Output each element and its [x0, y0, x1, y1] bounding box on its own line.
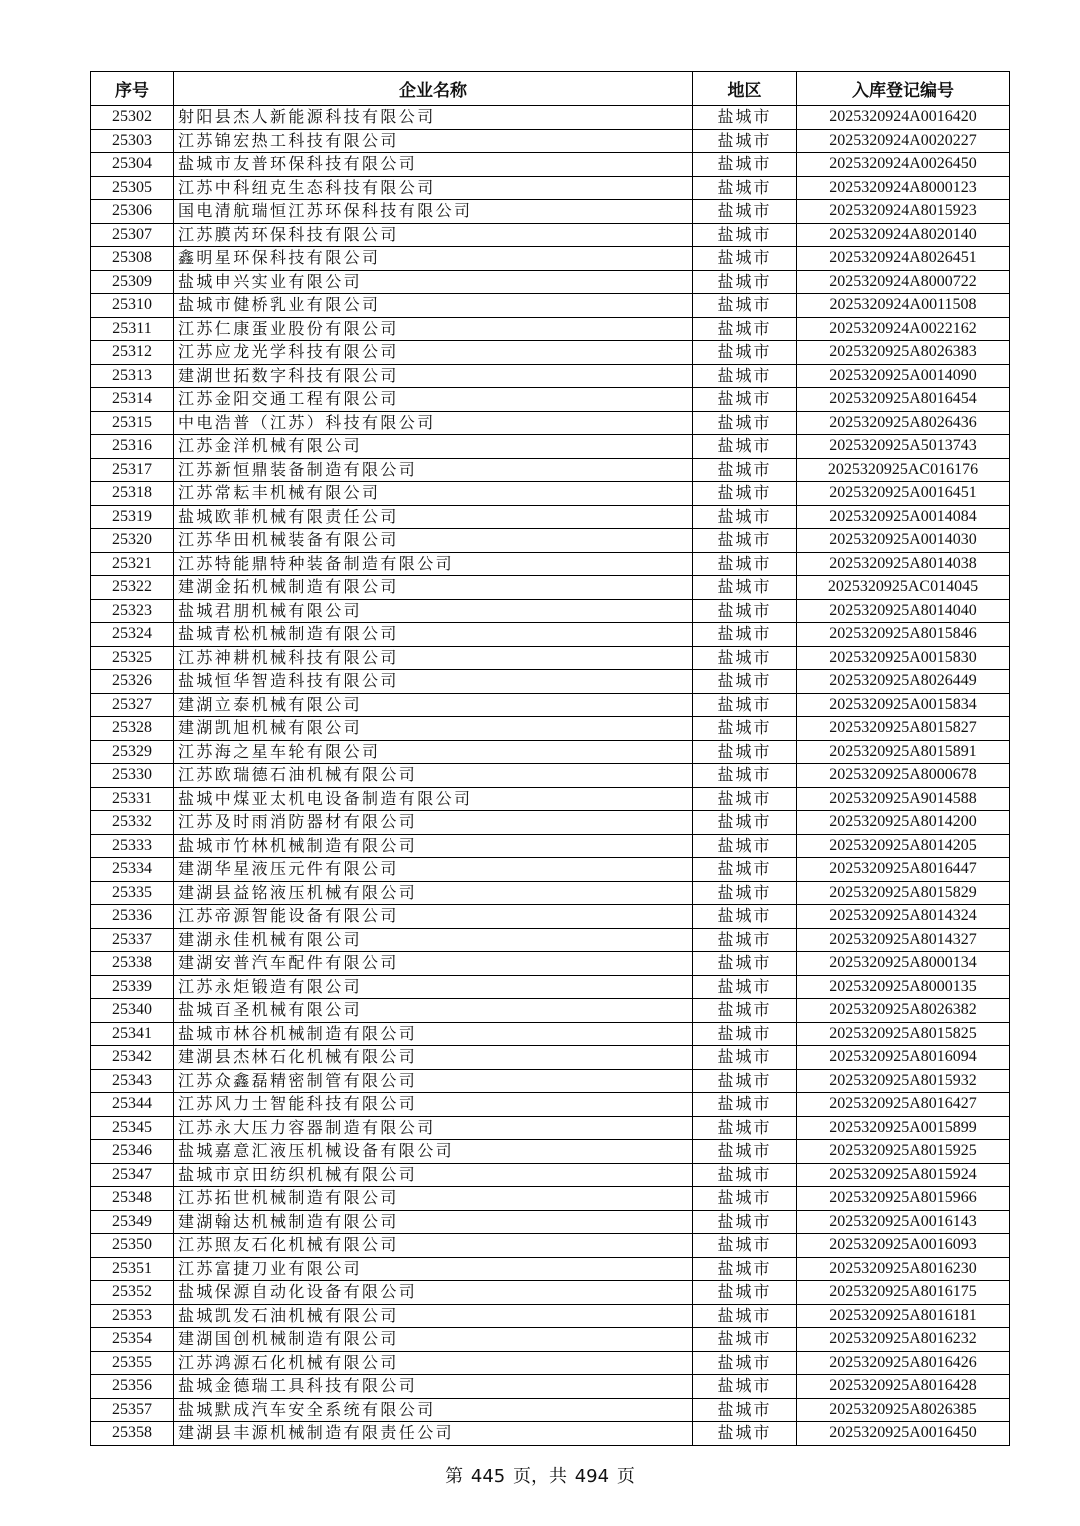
table-header-row: [91, 72, 1010, 106]
cell-registration-no: 2025320925A8014324: [797, 905, 1010, 929]
cell-company-name: 盐城中煤亚太机电设备制造有限公司: [174, 787, 693, 811]
cell-region: 盐城市: [693, 1093, 797, 1117]
cell-serial-no: 25316: [91, 435, 174, 459]
cell-region: 盐城市: [693, 1046, 797, 1070]
cell-serial-no: 25346: [91, 1140, 174, 1164]
cell-company-name: 江苏金阳交通工程有限公司: [174, 388, 693, 412]
cell-company-name: 江苏常耘丰机械有限公司: [174, 482, 693, 506]
cell-registration-no: 2025320925A0016143: [797, 1210, 1010, 1234]
table-row: [91, 623, 1010, 647]
cell-region: 盐城市: [693, 1422, 797, 1446]
cell-serial-no: 25329: [91, 740, 174, 764]
cell-registration-no: 2025320925A8015891: [797, 740, 1010, 764]
cell-registration-no: 2025320925A8015966: [797, 1187, 1010, 1211]
table-row: [91, 317, 1010, 341]
cell-registration-no: 2025320925A8015846: [797, 623, 1010, 647]
cell-registration-no: 2025320925A8016230: [797, 1257, 1010, 1281]
cell-region: 盐城市: [693, 975, 797, 999]
cell-company-name: 江苏中科纽克生态科技有限公司: [174, 176, 693, 200]
cell-serial-no: 25315: [91, 411, 174, 435]
cell-registration-no: 2025320925A8000135: [797, 975, 1010, 999]
cell-serial-no: 25305: [91, 176, 174, 200]
cell-company-name: 江苏神耕机械科技有限公司: [174, 646, 693, 670]
cell-region: 盐城市: [693, 1022, 797, 1046]
cell-company-name: 江苏仁康蛋业股份有限公司: [174, 317, 693, 341]
cell-company-name: 江苏鸿源石化机械有限公司: [174, 1351, 693, 1375]
cell-registration-no: 2025320925A8000678: [797, 764, 1010, 788]
cell-registration-no: 2025320925AC014045: [797, 576, 1010, 600]
table-row: [91, 505, 1010, 529]
cell-region: 盐城市: [693, 341, 797, 365]
header-region: 地区: [693, 72, 797, 106]
cell-registration-no: 2025320925A5013743: [797, 435, 1010, 459]
cell-company-name: 江苏欧瑞德石油机械有限公司: [174, 764, 693, 788]
cell-company-name: 国电清航瑞恒江苏环保科技有限公司: [174, 200, 693, 224]
table-row: [91, 858, 1010, 882]
table-row: [91, 1281, 1010, 1305]
table-row: [91, 1422, 1010, 1446]
cell-company-name: 江苏特能鼎特种装备制造有限公司: [174, 552, 693, 576]
table-row: [91, 458, 1010, 482]
table-row: [91, 1022, 1010, 1046]
cell-region: 盐城市: [693, 552, 797, 576]
cell-registration-no: 2025320925A8026385: [797, 1398, 1010, 1422]
cell-company-name: 江苏膜芮环保科技有限公司: [174, 223, 693, 247]
cell-registration-no: 2025320925A8016454: [797, 388, 1010, 412]
cell-company-name: 盐城市健桥乳业有限公司: [174, 294, 693, 318]
cell-company-name: 建湖县杰林石化机械有限公司: [174, 1046, 693, 1070]
table-row: [91, 1069, 1010, 1093]
cell-serial-no: 25308: [91, 247, 174, 271]
cell-company-name: 中电浩普（江苏）科技有限公司: [174, 411, 693, 435]
cell-company-name: 鑫明星环保科技有限公司: [174, 247, 693, 271]
cell-region: 盐城市: [693, 1140, 797, 1164]
table-row: [91, 247, 1010, 271]
cell-serial-no: 25324: [91, 623, 174, 647]
table-row: [91, 270, 1010, 294]
cell-region: 盐城市: [693, 364, 797, 388]
cell-serial-no: 25332: [91, 811, 174, 835]
footer-page-number: 445: [470, 1466, 506, 1487]
cell-region: 盐城市: [693, 693, 797, 717]
table-row: [91, 717, 1010, 741]
cell-serial-no: 25353: [91, 1304, 174, 1328]
cell-serial-no: 25343: [91, 1069, 174, 1093]
cell-serial-no: 25328: [91, 717, 174, 741]
cell-registration-no: 2025320925A8014040: [797, 599, 1010, 623]
table-row: [91, 411, 1010, 435]
cell-company-name: 盐城保源自动化设备有限公司: [174, 1281, 693, 1305]
cell-serial-no: 25319: [91, 505, 174, 529]
cell-serial-no: 25354: [91, 1328, 174, 1352]
cell-serial-no: 25357: [91, 1398, 174, 1422]
cell-region: 盐城市: [693, 1304, 797, 1328]
cell-serial-no: 25320: [91, 529, 174, 553]
cell-region: 盐城市: [693, 1187, 797, 1211]
cell-registration-no: 2025320924A8000722: [797, 270, 1010, 294]
cell-registration-no: 2025320925A8014200: [797, 811, 1010, 835]
cell-region: 盐城市: [693, 1375, 797, 1399]
cell-company-name: 建湖金拓机械制造有限公司: [174, 576, 693, 600]
cell-company-name: 建湖安普汽车配件有限公司: [174, 952, 693, 976]
header-registration-no: 入库登记编号: [797, 72, 1010, 106]
cell-serial-no: 25338: [91, 952, 174, 976]
table-row: [91, 1304, 1010, 1328]
cell-registration-no: 2025320925A8026436: [797, 411, 1010, 435]
cell-registration-no: 2025320925A8016175: [797, 1281, 1010, 1305]
cell-company-name: 江苏众鑫磊精密制管有限公司: [174, 1069, 693, 1093]
table-row: [91, 529, 1010, 553]
cell-registration-no: 2025320925A8016232: [797, 1328, 1010, 1352]
cell-region: 盐城市: [693, 623, 797, 647]
cell-registration-no: 2025320925AC016176: [797, 458, 1010, 482]
cell-serial-no: 25325: [91, 646, 174, 670]
table-row: [91, 1093, 1010, 1117]
cell-serial-no: 25341: [91, 1022, 174, 1046]
cell-registration-no: 2025320925A0016451: [797, 482, 1010, 506]
cell-region: 盐城市: [693, 1351, 797, 1375]
table-row: [91, 576, 1010, 600]
cell-registration-no: 2025320925A8026382: [797, 999, 1010, 1023]
cell-region: 盐城市: [693, 317, 797, 341]
cell-serial-no: 25331: [91, 787, 174, 811]
cell-region: 盐城市: [693, 740, 797, 764]
footer-mid: 页，共: [513, 1466, 567, 1487]
cell-serial-no: 25337: [91, 928, 174, 952]
cell-registration-no: 2025320924A0026450: [797, 153, 1010, 177]
cell-region: 盐城市: [693, 764, 797, 788]
cell-serial-no: 25348: [91, 1187, 174, 1211]
cell-serial-no: 25311: [91, 317, 174, 341]
cell-region: 盐城市: [693, 881, 797, 905]
cell-region: 盐城市: [693, 153, 797, 177]
table-row: [91, 670, 1010, 694]
cell-registration-no: 2025320925A0014030: [797, 529, 1010, 553]
cell-registration-no: 2025320925A9014588: [797, 787, 1010, 811]
cell-company-name: 盐城市友普环保科技有限公司: [174, 153, 693, 177]
table-row: [91, 1140, 1010, 1164]
table-row: [91, 646, 1010, 670]
cell-registration-no: 2025320925A8015827: [797, 717, 1010, 741]
cell-company-name: 盐城金德瑞工具科技有限公司: [174, 1375, 693, 1399]
cell-company-name: 建湖县益铭液压机械有限公司: [174, 881, 693, 905]
cell-registration-no: 2025320924A0022162: [797, 317, 1010, 341]
cell-company-name: 建湖国创机械制造有限公司: [174, 1328, 693, 1352]
cell-company-name: 江苏照友石化机械有限公司: [174, 1234, 693, 1258]
table-row: [91, 881, 1010, 905]
cell-region: 盐城市: [693, 294, 797, 318]
footer-suffix: 页: [616, 1466, 635, 1487]
cell-region: 盐城市: [693, 999, 797, 1023]
table-row: [91, 952, 1010, 976]
cell-serial-no: 25304: [91, 153, 174, 177]
cell-registration-no: 2025320925A8016426: [797, 1351, 1010, 1375]
cell-registration-no: 2025320925A8015925: [797, 1140, 1010, 1164]
cell-region: 盐城市: [693, 388, 797, 412]
table-row: [91, 811, 1010, 835]
cell-region: 盐城市: [693, 176, 797, 200]
cell-registration-no: 2025320925A0014084: [797, 505, 1010, 529]
table-row: [91, 693, 1010, 717]
cell-region: 盐城市: [693, 270, 797, 294]
table-row: [91, 905, 1010, 929]
cell-company-name: 江苏风力士智能科技有限公司: [174, 1093, 693, 1117]
table-row: [91, 482, 1010, 506]
cell-registration-no: 2025320924A0020227: [797, 129, 1010, 153]
table-row: [91, 1210, 1010, 1234]
cell-company-name: 江苏拓世机械制造有限公司: [174, 1187, 693, 1211]
cell-registration-no: 2025320925A8026383: [797, 341, 1010, 365]
cell-registration-no: 2025320925A8016428: [797, 1375, 1010, 1399]
cell-serial-no: 25322: [91, 576, 174, 600]
table-row: [91, 223, 1010, 247]
cell-region: 盐城市: [693, 458, 797, 482]
cell-region: 盐城市: [693, 905, 797, 929]
cell-region: 盐城市: [693, 1281, 797, 1305]
cell-company-name: 盐城嘉意汇液压机械设备有限公司: [174, 1140, 693, 1164]
table-row: [91, 787, 1010, 811]
table-row: [91, 1187, 1010, 1211]
cell-region: 盐城市: [693, 928, 797, 952]
table-body: [91, 106, 1010, 1446]
cell-company-name: 盐城市林谷机械制造有限公司: [174, 1022, 693, 1046]
cell-registration-no: 2025320925A8014205: [797, 834, 1010, 858]
header-serial-no: 序号: [91, 72, 174, 106]
cell-serial-no: 25302: [91, 106, 174, 130]
cell-region: 盐城市: [693, 247, 797, 271]
cell-registration-no: 2025320925A8016181: [797, 1304, 1010, 1328]
cell-region: 盐城市: [693, 482, 797, 506]
cell-serial-no: 25307: [91, 223, 174, 247]
table-row: [91, 764, 1010, 788]
cell-company-name: 建湖立泰机械有限公司: [174, 693, 693, 717]
cell-company-name: 盐城申兴实业有限公司: [174, 270, 693, 294]
cell-serial-no: 25351: [91, 1257, 174, 1281]
cell-company-name: 盐城默成汽车安全系统有限公司: [174, 1398, 693, 1422]
table-row: [91, 364, 1010, 388]
table-row: [91, 153, 1010, 177]
cell-registration-no: 2025320924A8020140: [797, 223, 1010, 247]
cell-company-name: 江苏永炬锻造有限公司: [174, 975, 693, 999]
cell-company-name: 江苏富捷刀业有限公司: [174, 1257, 693, 1281]
cell-region: 盐城市: [693, 576, 797, 600]
cell-registration-no: 2025320924A0016420: [797, 106, 1010, 130]
cell-registration-no: 2025320925A8015825: [797, 1022, 1010, 1046]
cell-company-name: 建湖凯旭机械有限公司: [174, 717, 693, 741]
table-row: [91, 1046, 1010, 1070]
cell-company-name: 盐城市京田纺织机械有限公司: [174, 1163, 693, 1187]
table-row: [91, 129, 1010, 153]
cell-registration-no: 2025320924A8015923: [797, 200, 1010, 224]
cell-registration-no: 2025320925A0015830: [797, 646, 1010, 670]
table-row: [91, 1163, 1010, 1187]
cell-region: 盐城市: [693, 435, 797, 459]
enterprise-table: [90, 71, 1010, 1446]
cell-company-name: 建湖县丰源机械制造有限责任公司: [174, 1422, 693, 1446]
table-row: [91, 599, 1010, 623]
cell-serial-no: 25303: [91, 129, 174, 153]
table-row: [91, 106, 1010, 130]
cell-company-name: 建湖世拓数字科技有限公司: [174, 364, 693, 388]
cell-serial-no: 25349: [91, 1210, 174, 1234]
cell-company-name: 江苏海之星车轮有限公司: [174, 740, 693, 764]
table-row: [91, 341, 1010, 365]
cell-company-name: 建湖华星液压元件有限公司: [174, 858, 693, 882]
cell-company-name: 盐城市竹林机械制造有限公司: [174, 834, 693, 858]
cell-region: 盐城市: [693, 1210, 797, 1234]
cell-region: 盐城市: [693, 599, 797, 623]
table-row: [91, 1257, 1010, 1281]
cell-region: 盐城市: [693, 670, 797, 694]
cell-region: 盐城市: [693, 223, 797, 247]
page-footer: [0, 1462, 1080, 1488]
cell-region: 盐城市: [693, 646, 797, 670]
cell-region: 盐城市: [693, 411, 797, 435]
cell-region: 盐城市: [693, 505, 797, 529]
cell-registration-no: 2025320925A8016094: [797, 1046, 1010, 1070]
cell-serial-no: 25355: [91, 1351, 174, 1375]
cell-company-name: 盐城凯发石油机械有限公司: [174, 1304, 693, 1328]
cell-company-name: 盐城君朋机械有限公司: [174, 599, 693, 623]
cell-serial-no: 25321: [91, 552, 174, 576]
cell-region: 盐城市: [693, 717, 797, 741]
cell-serial-no: 25317: [91, 458, 174, 482]
cell-region: 盐城市: [693, 787, 797, 811]
cell-registration-no: 2025320924A0011508: [797, 294, 1010, 318]
cell-serial-no: 25309: [91, 270, 174, 294]
cell-serial-no: 25314: [91, 388, 174, 412]
cell-serial-no: 25310: [91, 294, 174, 318]
footer-prefix: 第: [445, 1466, 464, 1487]
cell-region: 盐城市: [693, 1163, 797, 1187]
cell-serial-no: 25347: [91, 1163, 174, 1187]
cell-registration-no: 2025320925A8016447: [797, 858, 1010, 882]
cell-registration-no: 2025320925A8000134: [797, 952, 1010, 976]
cell-serial-no: 25327: [91, 693, 174, 717]
cell-serial-no: 25350: [91, 1234, 174, 1258]
cell-serial-no: 25339: [91, 975, 174, 999]
cell-company-name: 江苏应龙光学科技有限公司: [174, 341, 693, 365]
cell-registration-no: 2025320925A8014327: [797, 928, 1010, 952]
cell-region: 盐城市: [693, 129, 797, 153]
cell-serial-no: 25352: [91, 1281, 174, 1305]
cell-serial-no: 25335: [91, 881, 174, 905]
cell-region: 盐城市: [693, 529, 797, 553]
cell-company-name: 江苏永大压力容器制造有限公司: [174, 1116, 693, 1140]
cell-region: 盐城市: [693, 834, 797, 858]
cell-region: 盐城市: [693, 1116, 797, 1140]
cell-company-name: 江苏新恒鼎装备制造有限公司: [174, 458, 693, 482]
cell-company-name: 江苏及时雨消防器材有限公司: [174, 811, 693, 835]
cell-serial-no: 25313: [91, 364, 174, 388]
table-row: [91, 388, 1010, 412]
table-row: [91, 1328, 1010, 1352]
cell-registration-no: 2025320925A8016427: [797, 1093, 1010, 1117]
table-row: [91, 1116, 1010, 1140]
cell-serial-no: 25344: [91, 1093, 174, 1117]
cell-registration-no: 2025320925A0016093: [797, 1234, 1010, 1258]
cell-region: 盐城市: [693, 1257, 797, 1281]
cell-serial-no: 25356: [91, 1375, 174, 1399]
footer-total-pages: 494: [574, 1466, 610, 1487]
cell-serial-no: 25318: [91, 482, 174, 506]
cell-region: 盐城市: [693, 200, 797, 224]
cell-region: 盐城市: [693, 1398, 797, 1422]
cell-serial-no: 25326: [91, 670, 174, 694]
cell-company-name: 江苏华田机械装备有限公司: [174, 529, 693, 553]
table-row: [91, 435, 1010, 459]
cell-registration-no: 2025320925A0015834: [797, 693, 1010, 717]
table-row: [91, 1234, 1010, 1258]
cell-company-name: 江苏帝源智能设备有限公司: [174, 905, 693, 929]
cell-serial-no: 25345: [91, 1116, 174, 1140]
cell-region: 盐城市: [693, 952, 797, 976]
cell-registration-no: 2025320925A8026449: [797, 670, 1010, 694]
cell-registration-no: 2025320925A0016450: [797, 1422, 1010, 1446]
cell-serial-no: 25330: [91, 764, 174, 788]
cell-registration-no: 2025320924A8000123: [797, 176, 1010, 200]
cell-serial-no: 25336: [91, 905, 174, 929]
table-row: [91, 740, 1010, 764]
cell-company-name: 盐城欧菲机械有限责任公司: [174, 505, 693, 529]
table-row: [91, 176, 1010, 200]
cell-serial-no: 25334: [91, 858, 174, 882]
table-row: [91, 1375, 1010, 1399]
cell-region: 盐城市: [693, 858, 797, 882]
table-row: [91, 1351, 1010, 1375]
table-row: [91, 294, 1010, 318]
cell-serial-no: 25358: [91, 1422, 174, 1446]
header-company-name: 企业名称: [174, 72, 693, 106]
cell-region: 盐城市: [693, 811, 797, 835]
cell-company-name: 建湖永佳机械有限公司: [174, 928, 693, 952]
cell-company-name: 盐城青松机械制造有限公司: [174, 623, 693, 647]
cell-region: 盐城市: [693, 1234, 797, 1258]
cell-region: 盐城市: [693, 106, 797, 130]
cell-registration-no: 2025320925A8015924: [797, 1163, 1010, 1187]
cell-serial-no: 25312: [91, 341, 174, 365]
cell-serial-no: 25340: [91, 999, 174, 1023]
table-row: [91, 1398, 1010, 1422]
cell-company-name: 江苏锦宏热工科技有限公司: [174, 129, 693, 153]
cell-serial-no: 25333: [91, 834, 174, 858]
cell-registration-no: 2025320925A8015932: [797, 1069, 1010, 1093]
table-row: [91, 200, 1010, 224]
cell-company-name: 盐城百圣机械有限公司: [174, 999, 693, 1023]
table-row: [91, 834, 1010, 858]
cell-serial-no: 25323: [91, 599, 174, 623]
table-row: [91, 552, 1010, 576]
cell-serial-no: 25306: [91, 200, 174, 224]
cell-serial-no: 25342: [91, 1046, 174, 1070]
cell-company-name: 江苏金洋机械有限公司: [174, 435, 693, 459]
cell-company-name: 建湖翰达机械制造有限公司: [174, 1210, 693, 1234]
table-row: [91, 975, 1010, 999]
cell-registration-no: 2025320925A8015829: [797, 881, 1010, 905]
cell-region: 盐城市: [693, 1069, 797, 1093]
table-row: [91, 928, 1010, 952]
table-row: [91, 999, 1010, 1023]
cell-region: 盐城市: [693, 1328, 797, 1352]
cell-registration-no: 2025320925A8014038: [797, 552, 1010, 576]
cell-registration-no: 2025320924A8026451: [797, 247, 1010, 271]
cell-registration-no: 2025320925A0015899: [797, 1116, 1010, 1140]
cell-company-name: 射阳县杰人新能源科技有限公司: [174, 106, 693, 130]
cell-registration-no: 2025320925A0014090: [797, 364, 1010, 388]
cell-company-name: 盐城恒华智造科技有限公司: [174, 670, 693, 694]
